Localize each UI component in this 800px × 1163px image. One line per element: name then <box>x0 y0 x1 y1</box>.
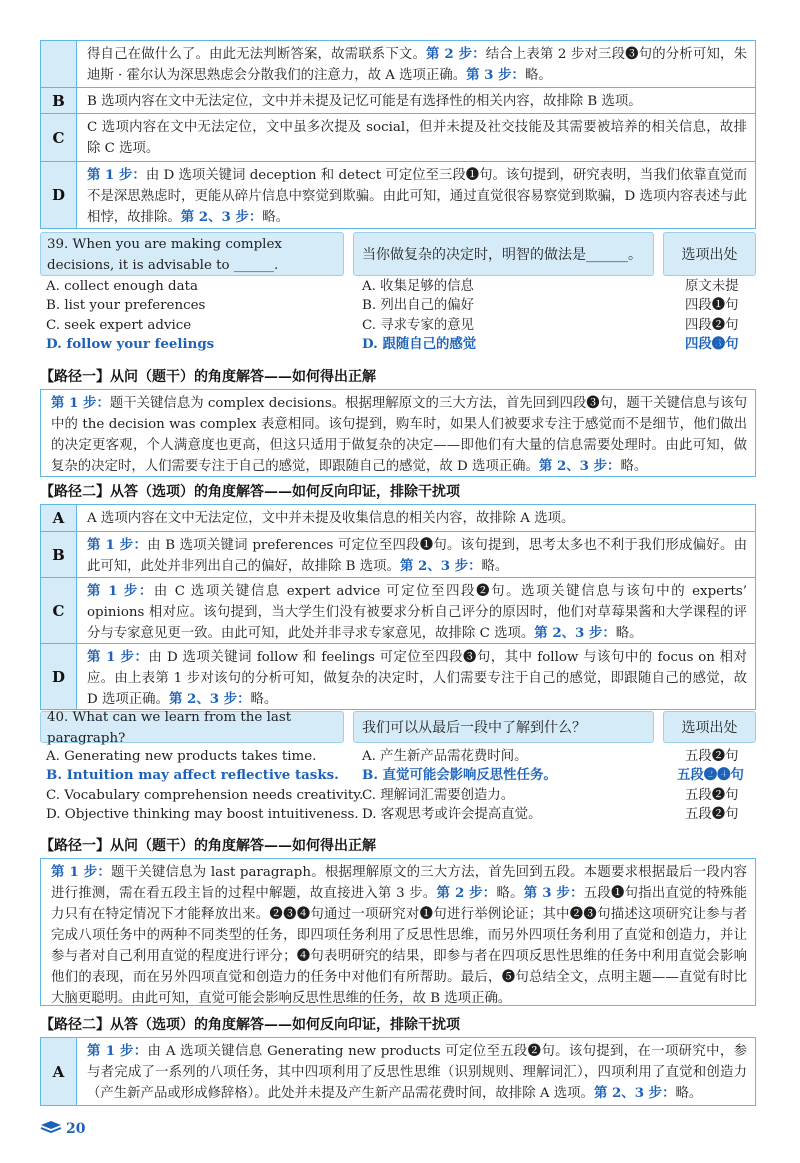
analysis-text: 略。 <box>481 559 509 574</box>
option-en: B. Intuition may affect reflective tasks. <box>46 767 339 784</box>
q40-path2-heading: 【路径二】从答（选项）的角度解答——如何反向印证，排除干扰项 <box>40 1017 460 1033</box>
row-text <box>77 532 755 577</box>
option-cn: D. 客观思考或许会提高直觉。 <box>362 807 542 823</box>
analysis-text: 略。 <box>496 886 524 901</box>
row-text <box>77 114 755 161</box>
analysis-text: 题干关键信息为 complex decisions。根据理解原文的三大方法，首先回到四段❸句，题干关键信息与该句中的 the decision was complex 表意相同。该句提到，购车时，如果人们被要求专注于感觉而不是细节，他们做出的决定更客观，个人满意度也更高，但这只适用于做复杂的决定——即他们有大量的信息需要处理时。由此可知，做复杂的决定时，人们需要专注于自己的感觉，即跟随自己的感觉，故 D 选项正确。 <box>51 396 747 474</box>
q39-question: 39. When you are making complex decisions, it is advisable to ______. <box>40 232 344 276</box>
q40-options <box>40 747 756 825</box>
analysis-text: 得自己在做什么了。由此无法判断答案，故需联系下文。 <box>87 47 427 62</box>
analysis-text: C 选项内容在文中无法定位，文中虽多次提及 social，但并未提及社交技能及其需要被培养的相关信息，故排除 C 选项。 <box>87 120 747 156</box>
q40-option-b-correct <box>40 766 756 785</box>
q38-option-analysis-table <box>40 40 756 229</box>
option-cn: D. 跟随自己的感觉 <box>362 336 477 353</box>
row-label: D <box>41 644 77 709</box>
row-text <box>77 505 755 531</box>
row-label: A <box>41 1038 77 1105</box>
q39-source-header: 选项出处 <box>663 232 756 276</box>
q40-source-header: 选项出处 <box>663 711 756 743</box>
row-label: A <box>41 505 77 531</box>
option-cn: B. 直觉可能会影响反思性任务。 <box>362 767 557 784</box>
q39-question-cn: 当你做复杂的决定时，明智的做法是______。 <box>353 232 654 276</box>
q39-row-d <box>41 643 755 709</box>
option-source: 四段❸句 <box>685 336 739 353</box>
q39-option-a <box>40 277 756 296</box>
option-en: C. seek expert advice <box>46 317 192 333</box>
step-label: 第 2、3 步： <box>593 1085 676 1101</box>
option-source: 原文未提 <box>685 279 739 294</box>
row-label: B <box>41 88 77 113</box>
step-label: 第 1 步： <box>87 1043 148 1059</box>
step-label: 第 1 步： <box>87 649 149 665</box>
option-source: 五段❷❹句 <box>677 767 744 784</box>
analysis-text: 五段❶句指出直觉的特殊能力只有在特定情况下才能释放出来。❷❸❹句通过一项研究对❶句进行举例论证；其中❷❸句描述这项研究让参与者完成八项任务中的两种不同类型的任务，即四项任务利用了反思性思维，而另外四项任务利用了直觉和创造力，并让参与者对自己利用直觉的程度进行评分；❹句表明研究的结果，即参与者在四项反思性思维的任务中利用直觉会影响他们的表现，而在另外四项直觉和创造力的任务中对他们有所帮助。最后，❺句总结全文，点明主题——直觉有时比大脑更聪明。由此可知，直觉可能会影响反思性思维的任务，故 B 选项正确。 <box>51 886 747 1006</box>
row-label: C <box>41 114 77 161</box>
q40-header <box>40 709 756 746</box>
q39-path2-table <box>40 504 756 710</box>
q40-question-cn: 我们可以从最后一段中了解到什么？ <box>353 711 654 743</box>
q39-path1-text <box>41 390 755 476</box>
analysis-text: 略。 <box>675 1086 703 1101</box>
q40-row-a <box>41 1038 755 1105</box>
q40-path2-table <box>40 1037 756 1106</box>
step-label: 第 2、3 步： <box>538 458 621 474</box>
q39-option-c <box>40 316 756 335</box>
analysis-text: 略。 <box>250 692 278 707</box>
step-label: 第 2 步： <box>436 885 497 901</box>
analysis-text: 略。 <box>524 68 552 83</box>
analysis-text: 由 C 选项关键信息 expert advice 可定位至四段❷句。选项关键信息与该句中的 experts’ opinions 相对应。该句提到，当大学生们没有被要求分析自己评分的原因时，他们对草莓果酱和大学课程的评分与专家意见更一致。由此可知，此处并非寻求专家意见，故排除 C 选项。 <box>87 584 747 641</box>
q40-path1-box <box>40 858 756 1006</box>
option-cn: C. 理解词汇需要创造力。 <box>362 787 515 803</box>
q39-path2-heading: 【路径二】从答（选项）的角度解答——如何反向印证，排除干扰项 <box>40 484 460 500</box>
analysis-text: 由 D 选项关键词 deception 和 detect 可定位至三段❶句。该句提到，研究表明，当我们依靠直觉而不是深思熟虑时，更能从碎片信息中察觉到欺骗。由此可知，通过直觉很容易察觉到欺骗，D 选项内容表述与此相悖，故排除。 <box>87 168 747 225</box>
analysis-text: 略。 <box>262 210 290 225</box>
row-label: B <box>41 532 77 577</box>
row-text <box>77 41 755 87</box>
option-en: A. collect enough data <box>46 279 198 294</box>
step-label: 第 1 步： <box>87 537 148 553</box>
step-label: 第 3 步： <box>466 67 525 83</box>
q38-row-d <box>41 161 755 228</box>
analysis-text: 题干关键信息为 last paragraph。根据理解原文的三大方法，首先回到五段。本题要求根据最后一段内容进行推测，需在看五段主旨的过程中解题，故直接进入第 3 步。 <box>51 865 747 901</box>
q39-row-a <box>41 505 755 531</box>
analysis-text: 结合上表第 2 步对三段❸句的分析可知，朱迪斯 · 霍尔认为深思熟虑会分散我们的注意力，故 A 选项正确。 <box>87 47 748 83</box>
row-label: C <box>41 578 77 643</box>
q39-row-b <box>41 531 755 577</box>
analysis-text: 由 A 选项关键信息 Generating new products 可定位至五段❷句。该句提到，在一项研究中，参与者完成了一系列的八项任务，其中四项利用了反思性思维（识别规则、理解词汇），四项利用了直觉和创造力（产生新产品或形成修辞格）。此处并未提及产生新产品需花费时间，故排除 A 选项。 <box>87 1044 747 1101</box>
row-label <box>41 41 77 87</box>
step-label: 第 1 步： <box>51 395 110 411</box>
step-label: 第 3 步： <box>523 885 584 901</box>
q40-path1-text <box>41 859 755 1005</box>
q39-path1-heading: 【路径一】从问（题干）的角度解答——如何得出正解 <box>40 369 376 385</box>
q39-path1-box <box>40 389 756 477</box>
q40-option-d <box>40 805 756 824</box>
step-label: 第 1 步： <box>87 167 146 183</box>
q40-option-c <box>40 786 756 805</box>
q40-question: 40. What can we learn from the last paragraph? <box>40 711 344 743</box>
q39-options <box>40 277 756 355</box>
q39-row-c <box>41 577 755 643</box>
row-text <box>77 88 755 113</box>
row-text <box>77 1038 755 1105</box>
step-label: 第 2、3 步： <box>399 558 482 574</box>
q39-option-b <box>40 296 756 315</box>
option-source: 五段❷句 <box>685 787 739 803</box>
q40-path1-heading: 【路径一】从问（题干）的角度解答——如何得出正解 <box>40 838 376 854</box>
option-source: 五段❷句 <box>685 807 739 823</box>
step-label: 第 2、3 步： <box>180 209 263 225</box>
analysis-text: 由 D 选项关键词 follow 和 feelings 可定位至四段❸句，其中 follow 与该句中的 focus on 相对应。由上表第 1 步对该句的分析可知，做复杂的决定时，人们需要专注于自己的感觉，即跟随自己的感觉，故 D 选项正确。 <box>87 650 747 707</box>
option-en: D. Objective thinking may boost intuitiveness. <box>46 807 359 823</box>
q39-header <box>40 232 756 276</box>
book-icon <box>40 1120 62 1138</box>
step-label: 第 2、3 步： <box>534 625 616 641</box>
option-source: 四段❶句 <box>685 298 739 314</box>
q38-row-b <box>41 87 755 113</box>
q38-row-continuation <box>41 41 755 87</box>
option-en: A. Generating new products takes time. <box>46 749 317 764</box>
option-cn: A. 收集足够的信息 <box>362 279 474 294</box>
option-en: B. list your preferences <box>46 298 206 314</box>
option-cn: A. 产生新产品需花费时间。 <box>362 749 528 764</box>
q38-row-c <box>41 113 755 161</box>
analysis-text: 略。 <box>620 459 648 474</box>
q40-option-a <box>40 747 756 766</box>
analysis-text: 由 B 选项关键词 preferences 可定位至四段❶句。该句提到，思考太多也不利于我们形成偏好。由此可知，此处并非列出自己的偏好，故排除 B 选项。 <box>87 538 747 574</box>
step-label: 第 1 步： <box>51 864 111 880</box>
row-label: D <box>41 162 77 228</box>
option-source: 五段❷句 <box>685 749 739 764</box>
analysis-text: A 选项内容在文中无法定位，文中并未提及收集信息的相关内容，故排除 A 选项。 <box>87 511 575 526</box>
step-label: 第 2、3 步： <box>168 691 251 707</box>
analysis-text: B 选项内容在文中无法定位，文中并未提及记忆可能是有选择性的相关内容，故排除 B 选项。 <box>87 94 642 109</box>
page-footer <box>40 1120 85 1138</box>
analysis-text: 略。 <box>615 626 643 641</box>
q39-option-d-correct <box>40 335 756 354</box>
row-text <box>77 644 755 709</box>
option-source: 四段❷句 <box>685 317 739 333</box>
option-cn: C. 寻求专家的意见 <box>362 317 475 333</box>
row-text <box>77 162 755 228</box>
row-text <box>77 578 755 643</box>
step-label: 第 2 步： <box>426 46 486 62</box>
option-en: C. Vocabulary comprehension needs creativity. <box>46 787 364 803</box>
option-cn: B. 列出自己的偏好 <box>362 298 475 314</box>
option-en: D. follow your feelings <box>46 336 215 353</box>
page-number: 20 <box>66 1121 86 1137</box>
step-label: 第 1 步： <box>87 583 154 599</box>
